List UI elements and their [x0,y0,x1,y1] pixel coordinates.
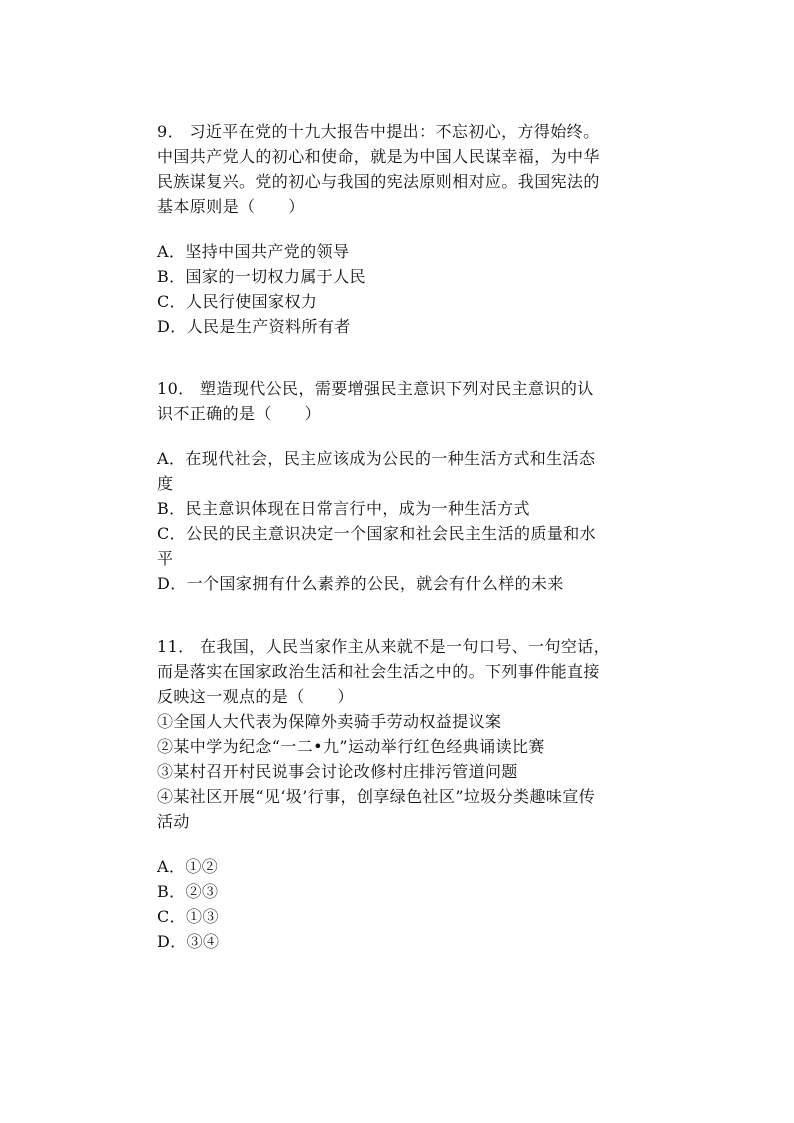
question-11 [157,634,657,954]
statement-3: ③某村召开村民说事会讨论改修村庄排污管道问题 [157,762,518,781]
option-b: B．国家的一切权力属于人民 [157,267,366,286]
stem-line: 9． 习近平在党的十九大报告中提出：不忘初心，方得始终。 [157,122,600,141]
option-c: C．①③ [157,907,219,926]
statement-4-continued: 活动 [157,812,190,831]
option-a: A．在现代社会，民主应该成为公民的一种生活方式和生活态 [157,449,596,468]
option-d: D．③④ [157,932,220,951]
option-b: B．②③ [157,882,219,901]
option-a: A．坚持中国共产党的领导 [157,242,350,261]
stem-line: 识不正确的是（ ） [157,404,322,423]
statement-4: ④某社区开展“见‘圾’行事，创享绿色社区”垃圾分类趣味宣传 [157,787,596,806]
option-c-continued: 平 [157,549,174,568]
option-d: D．人民是生产资料所有者 [157,317,351,336]
statement-1: ①全国人大代表为保障外卖骑手劳动权益提议案 [157,712,502,731]
answer-options [157,446,657,596]
question-stem [157,376,657,426]
option-d: D．一个国家拥有什么素养的公民，就会有什么样的未来 [157,574,564,593]
option-a: A．①② [157,857,219,876]
stem-line: 反映这一观点的是（ ） [157,687,354,706]
option-c: C．公民的民主意识决定一个国家和社会民主生活的质量和水 [157,524,597,543]
stem-line: 基本原则是（ ） [157,197,305,216]
stem-line: 10． 塑造现代公民，需要增强民主意识下列对民主意识的认 [157,379,594,398]
stem-line: 中国共产党人的初心和使命，就是为中国人民谋幸福，为中华 [157,147,600,166]
statement-2: ②某中学为纪念“一二•九”运动举行红色经典诵读比赛 [157,737,545,756]
question-9 [157,119,657,339]
question-10 [157,376,657,596]
stem-line: 民族谋复兴。党的初心与我国的宪法原则相对应。我国宪法的 [157,172,600,191]
stem-line: 而是落实在国家政治生活和社会生活之中的。下列事件能直接 [157,662,600,681]
option-c: C．人民行使国家权力 [157,292,318,311]
option-b: B．民主意识体现在日常言行中，成为一种生活方式 [157,499,530,518]
answer-options [157,239,657,339]
option-a-continued: 度 [157,474,174,493]
question-stem [157,119,657,219]
question-stem [157,634,657,834]
answer-options [157,854,657,954]
stem-line: 11． 在我国，人民当家作主从来就不是一句口号、一句空话， [157,637,611,656]
